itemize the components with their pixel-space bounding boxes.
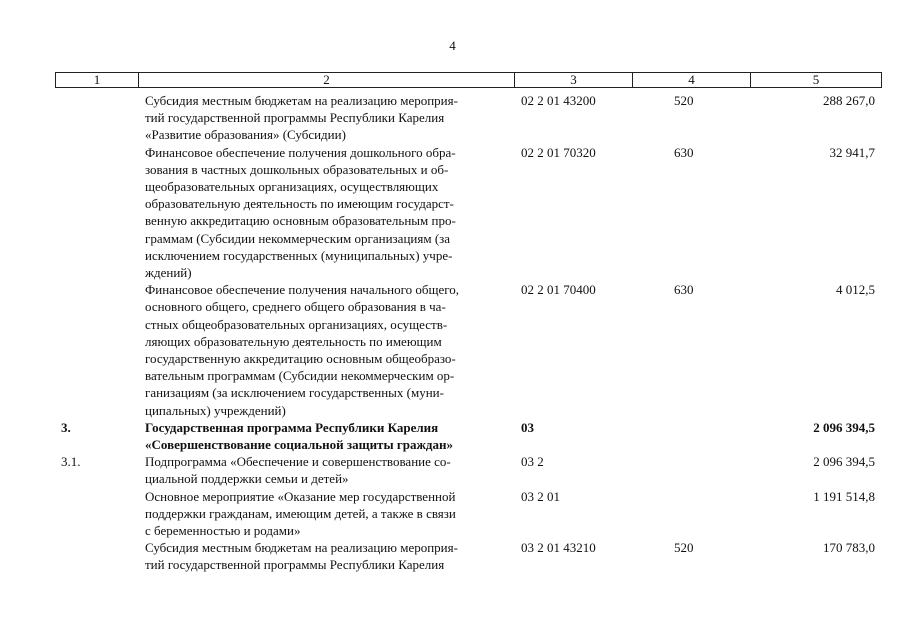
description-line: циальной поддержки семьи и детей» [145,471,349,487]
table-row [55,488,881,540]
description-line: образовательную деятельность по имеющим государст- [145,196,454,212]
description-line: Государственная программа Республики Карелия [145,419,439,435]
page-number: 4 [449,38,456,53]
table-row [55,453,881,487]
description-line: Подпрограмма «Обеспечение и совершенствование со- [145,454,451,470]
description-line: «Совершенствование социальной защиты граждан» [145,437,453,453]
column-header-3: 3 [515,73,633,88]
table-row-program [55,419,881,453]
row-expense-type: 630 [674,282,694,298]
description-line: Финансовое обеспечение получения начального общего, [145,282,459,298]
row-code: 02 2 01 70320 [521,144,596,160]
description-line: тий государственной программы Республики Карелия [145,557,445,573]
description-line: щеобразовательных организациях, осуществляющих [145,179,439,195]
description-line: вательным программам (Субсидии некоммерческим ор- [145,368,455,384]
row-description [142,281,512,419]
description-line: ципальных) учреждений) [145,402,286,418]
row-amount: 1 191 514,8 [813,488,875,504]
description-line: «Развитие образования» (Субсидии) [145,127,346,143]
row-amount: 2 096 394,5 [813,419,875,435]
description-line: Субсидия местным бюджетам на реализацию мероприя- [145,93,458,108]
row-number [55,281,142,419]
row-number [55,92,142,144]
row-number: 3.1. [61,454,81,470]
description-line: тий государственной программы Республики Карелия [145,110,445,126]
row-number: 3. [61,419,71,435]
row-number [55,144,142,282]
row-description [142,92,512,144]
table-row [55,281,881,419]
description-line: граммам (Субсидии некоммерческим организациям (за [145,230,451,246]
row-amount: 288 267,0 [823,93,875,108]
description-line: ганизациям (за исключением государственных (муни- [145,385,444,401]
row-description [142,419,512,453]
column-header-row [56,73,882,88]
description-line: исключением государственных (муниципальных) учре- [145,247,453,263]
row-amount: 2 096 394,5 [813,454,875,470]
row-description [142,453,512,487]
row-amount: 4 012,5 [836,282,875,298]
row-code: 02 2 01 70400 [521,282,596,298]
description-line: Финансовое обеспечение получения дошкольного обра- [145,144,456,160]
row-expense-type: 630 [674,144,694,160]
column-header-1: 1 [56,73,139,88]
column-header-4: 4 [633,73,751,88]
row-expense-type [652,488,752,540]
row-description [142,488,512,540]
row-expense-type [652,453,752,487]
column-header-2: 2 [139,73,515,88]
row-code: 02 2 01 43200 [521,93,596,108]
row-code: 03 [521,419,534,435]
row-code: 03 2 [521,454,544,470]
row-code: 03 2 01 43210 [521,540,596,556]
row-amount: 32 941,7 [829,144,875,160]
row-code: 03 2 01 [521,488,560,504]
row-number [55,488,142,540]
description-line: ждений) [145,265,192,281]
row-expense-type: 520 [674,540,694,556]
description-line: ляющих образовательную деятельность по имеющим [145,333,442,349]
column-header-table [55,72,882,88]
row-expense-type: 520 [674,93,694,108]
description-line: зования в частных дошкольных образовательных и об- [145,161,449,177]
description-line: с беременностью и родами» [145,523,301,539]
table-row [55,539,881,573]
row-expense-type [652,419,752,453]
description-line: венную аккредитацию основным образовательным про- [145,213,456,229]
description-line: стных общеобразовательных организациях, осуществ- [145,316,448,332]
description-line: Субсидия местным бюджетам на реализацию мероприя- [145,540,458,556]
description-line: Основное мероприятие «Оказание мер государственной [145,488,456,504]
column-header-5: 5 [751,73,882,88]
row-description [142,539,512,573]
table-row [55,92,881,144]
row-description [142,144,512,282]
row-amount: 170 783,0 [823,540,875,556]
budget-rows [55,92,881,574]
description-line: основного общего, среднего общего образования в ча- [145,299,446,315]
table-row [55,144,881,282]
description-line: государственную аккредитацию основным общеобразо- [145,351,456,367]
row-number [55,539,142,573]
description-line: поддержки гражданам, имеющим детей, а также в связи [145,505,456,521]
